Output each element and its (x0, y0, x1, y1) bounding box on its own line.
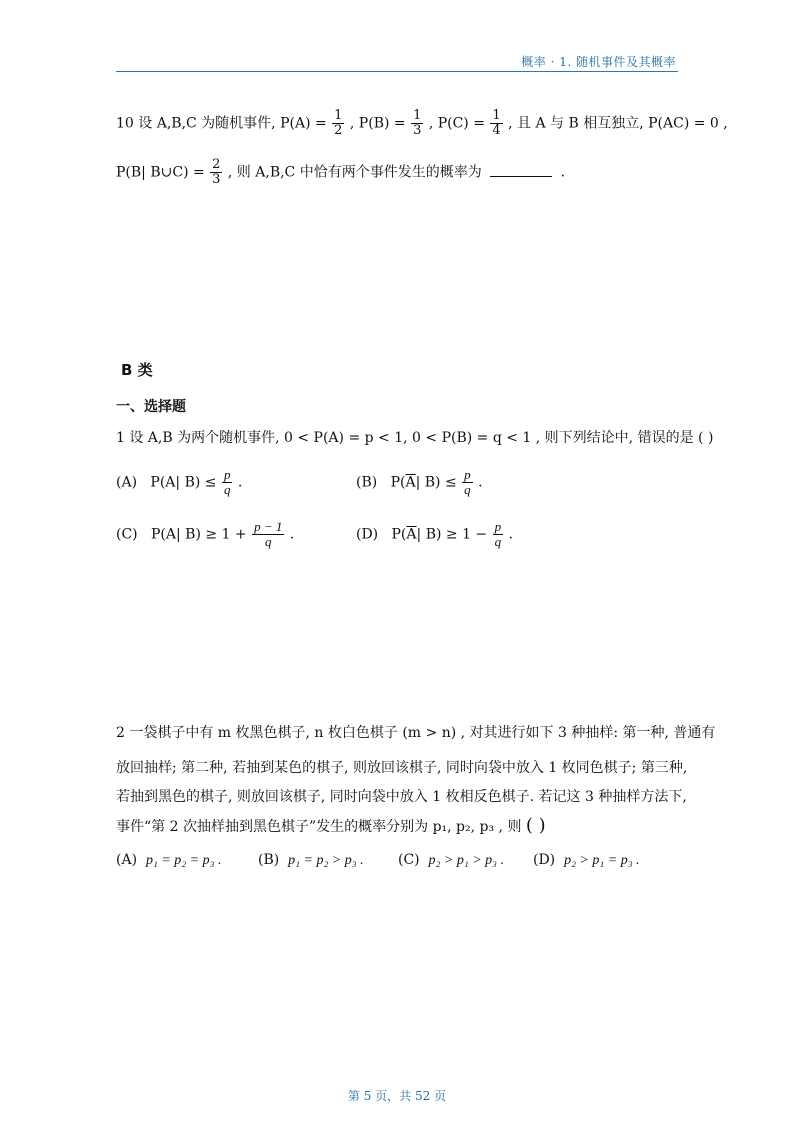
option-c-fraction-num: p − 1 (254, 519, 283, 534)
option-dot: . (508, 526, 514, 543)
option-label: (A) (116, 474, 138, 491)
q10-fraction-b (411, 109, 423, 138)
option-expr: p₁ = p₂ = p₃ . (145, 853, 222, 868)
q10-pb: , P(B) = (349, 115, 406, 132)
q10-fraction-c-num: 1 (492, 108, 501, 123)
option-expr: P(A| B) ≤ (150, 474, 217, 491)
option-expr: p₂ > p₁ = p₃ . (564, 853, 640, 868)
q10-fraction-b-den: 3 (413, 123, 422, 138)
q10-pc: , P(C) = (428, 115, 485, 132)
option-expr-post: | B) ≤ (415, 474, 457, 491)
option-a-fraction-den: q (223, 482, 231, 497)
option-label: (B) (258, 852, 280, 868)
q10-fraction-a (332, 109, 344, 138)
option-expr-pre: P( (391, 526, 407, 543)
option-a-fraction (222, 468, 233, 497)
option-c-fraction-den: q (264, 534, 272, 549)
q10-line-2 (116, 158, 565, 187)
option-label: (C) (116, 526, 138, 543)
subsection-title: 一、选择题 (116, 399, 186, 415)
answer-paren[interactable]: ( ) (525, 815, 546, 836)
option-dot: . (289, 526, 295, 543)
q10-line-1 (116, 109, 728, 138)
q2-line-3: 若抽到黑色的棋子, 则放回该棋子, 同时向袋中放入 1 枚相反色棋子. 若记这 3 种抽样方法下, (116, 789, 687, 805)
q10-fraction-a-den: 2 (334, 123, 343, 138)
q10-fraction-c-den: 4 (492, 123, 501, 138)
option-label: (D) (356, 526, 379, 543)
q10-fraction-d (210, 158, 222, 187)
q1-stem: 1 设 A,B 为两个随机事件, 0 < P(A) = p < 1, 0 < P(B) = q < 1 , 则下列结论中, 错误的是 ( ) (116, 430, 714, 446)
q10-fraction-d-den: 3 (212, 172, 221, 187)
q1-option-b[interactable] (356, 468, 483, 497)
q10-line2-intro: P(B| B∪C) = (116, 164, 205, 181)
answer-blank[interactable] (490, 162, 552, 177)
q2-option-b[interactable] (258, 850, 364, 871)
option-d-fraction-den: q (494, 534, 502, 549)
q2-line-1: 2 一袋棋子中有 m 枚黑色棋子, n 枚白色棋子 (m > n) , 对其进行如下 3 种抽样: 第一种, 普通有 (116, 725, 716, 741)
q2-option-d[interactable] (533, 850, 640, 871)
option-c-fraction (252, 520, 284, 549)
option-b-fraction-den: q (464, 482, 471, 497)
q2-option-a[interactable] (116, 850, 221, 871)
q10-line2-end: . (560, 164, 566, 181)
option-expr: P(A| B) ≥ 1 + (151, 526, 247, 543)
q10-fraction-a-num: 1 (334, 108, 343, 123)
option-expr-bar: $\overline{A}$ (406, 526, 417, 543)
q1-option-d[interactable] (356, 520, 513, 549)
option-expr: p₂ > p₁ > p₃ . (428, 853, 505, 868)
q10-intro: 10 设 A,B,C 为随机事件, P(A) = (116, 115, 327, 132)
option-d-fraction-num: p (494, 519, 502, 534)
option-label: (B) (356, 474, 378, 491)
option-b-fraction-num: p (464, 467, 471, 482)
option-b-fraction (462, 468, 473, 497)
page-footer: 第 5 页，共 52 页 (347, 1089, 447, 1103)
q1-option-a[interactable] (116, 468, 242, 497)
header-divider (116, 71, 678, 72)
q2-line-4-text: 事件“第 2 次抽样抽到黑色棋子”发生的概率分别为 p₁, p₂, p₃ , 则 (116, 819, 522, 835)
option-d-fraction (493, 520, 504, 549)
q10-line1-tail: , 且 A 与 B 相互独立, P(AC) = 0 , (508, 115, 728, 132)
q10-fraction-d-num: 2 (212, 157, 221, 172)
option-expr-pre: P( (390, 474, 406, 491)
option-label: (A) (116, 852, 138, 868)
q1-option-c[interactable] (116, 520, 294, 549)
option-label: (C) (398, 852, 420, 868)
option-a-fraction-num: p (223, 467, 231, 482)
option-dot: . (237, 474, 243, 491)
q2-line-2: 放回抽样; 第二种, 若抽到某色的棋子, 则放回该棋子, 同时向袋中放入 1 枚同色棋子; 第三种, (116, 760, 688, 776)
option-expr-post: | B) ≥ 1 − (416, 526, 488, 543)
option-expr-bar: $\overline{A}$ (405, 474, 416, 491)
q10-line2-tail: , 则 A,B,C 中恰有两个事件发生的概率为 (227, 164, 482, 181)
q10-fraction-c (490, 109, 502, 138)
option-dot: . (478, 474, 483, 491)
option-label: (D) (533, 852, 556, 868)
q10-fraction-b-num: 1 (413, 108, 422, 123)
section-title: B 类 (121, 361, 153, 379)
header-title: 概率 · 1. 随机事件及其概率 (521, 55, 676, 69)
option-expr: p₁ = p₂ > p₃ . (288, 853, 364, 868)
q2-line-4 (116, 816, 546, 837)
q2-option-c[interactable] (398, 850, 504, 871)
